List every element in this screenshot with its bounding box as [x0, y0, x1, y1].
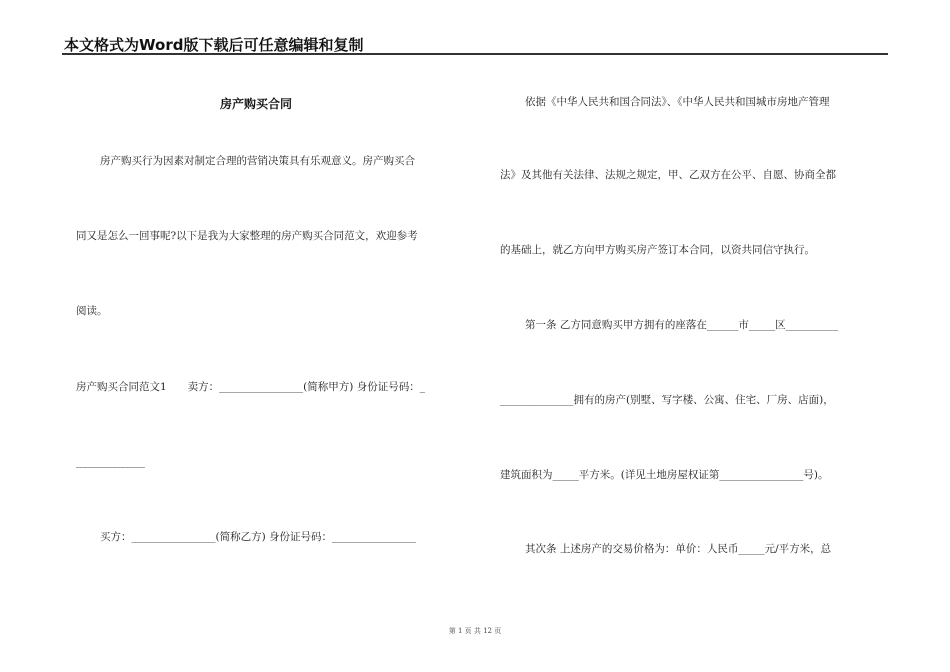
right-line-5: ______________拥有的房产(别墅、写字楼、公寓、住宅、厂房、店面)， — [500, 394, 834, 406]
right-line-3: 的基础上，就乙方向甲方购买房产签订本合同，以资共同信守执行。 — [500, 244, 815, 256]
left-line-5: ________________ — [76, 456, 144, 468]
document-title: 房产购买合同 — [220, 97, 293, 111]
left-line-6: 买方：________________(简称乙方) 身份证号码：________________ — [100, 531, 417, 543]
left-line-4: 房产购买合同范文1 卖方：________________(简称甲方) 身份证号码：_ — [76, 381, 425, 393]
left-line-2: 同又是怎么一回事呢?以下是我为大家整理的房产购买合同范文，欢迎参考 — [76, 230, 418, 242]
left-line-1: 房产购买行为因素对制定合理的营销决策具有乐观意义。房产购买合 — [100, 155, 415, 167]
page-footer: 第 1 页 共 12 页 — [448, 627, 502, 635]
right-line-4: 第一条 乙方同意购买甲方拥有的座落在______市_____区__________ — [525, 319, 839, 331]
left-line-3: 阅读。 — [76, 305, 108, 317]
header-banner: 本文格式为Word版下载后可任意编辑和复制 — [64, 36, 364, 54]
right-line-2: 法》及其他有关法律、法规之规定，甲、乙双方在公平、自愿、协商全都 — [500, 169, 836, 181]
header-rule — [62, 53, 888, 55]
right-line-6: 建筑面积为_____平方米。(详见土地房屋权证第________________号)。 — [500, 469, 829, 481]
right-line-1: 依据《中华人民共和国合同法》、《中华人民共和国城市房地产管理 — [525, 96, 830, 108]
right-line-7: 其次条 上述房产的交易价格为：单价：人民币_____元/平方米，总 — [525, 543, 832, 555]
